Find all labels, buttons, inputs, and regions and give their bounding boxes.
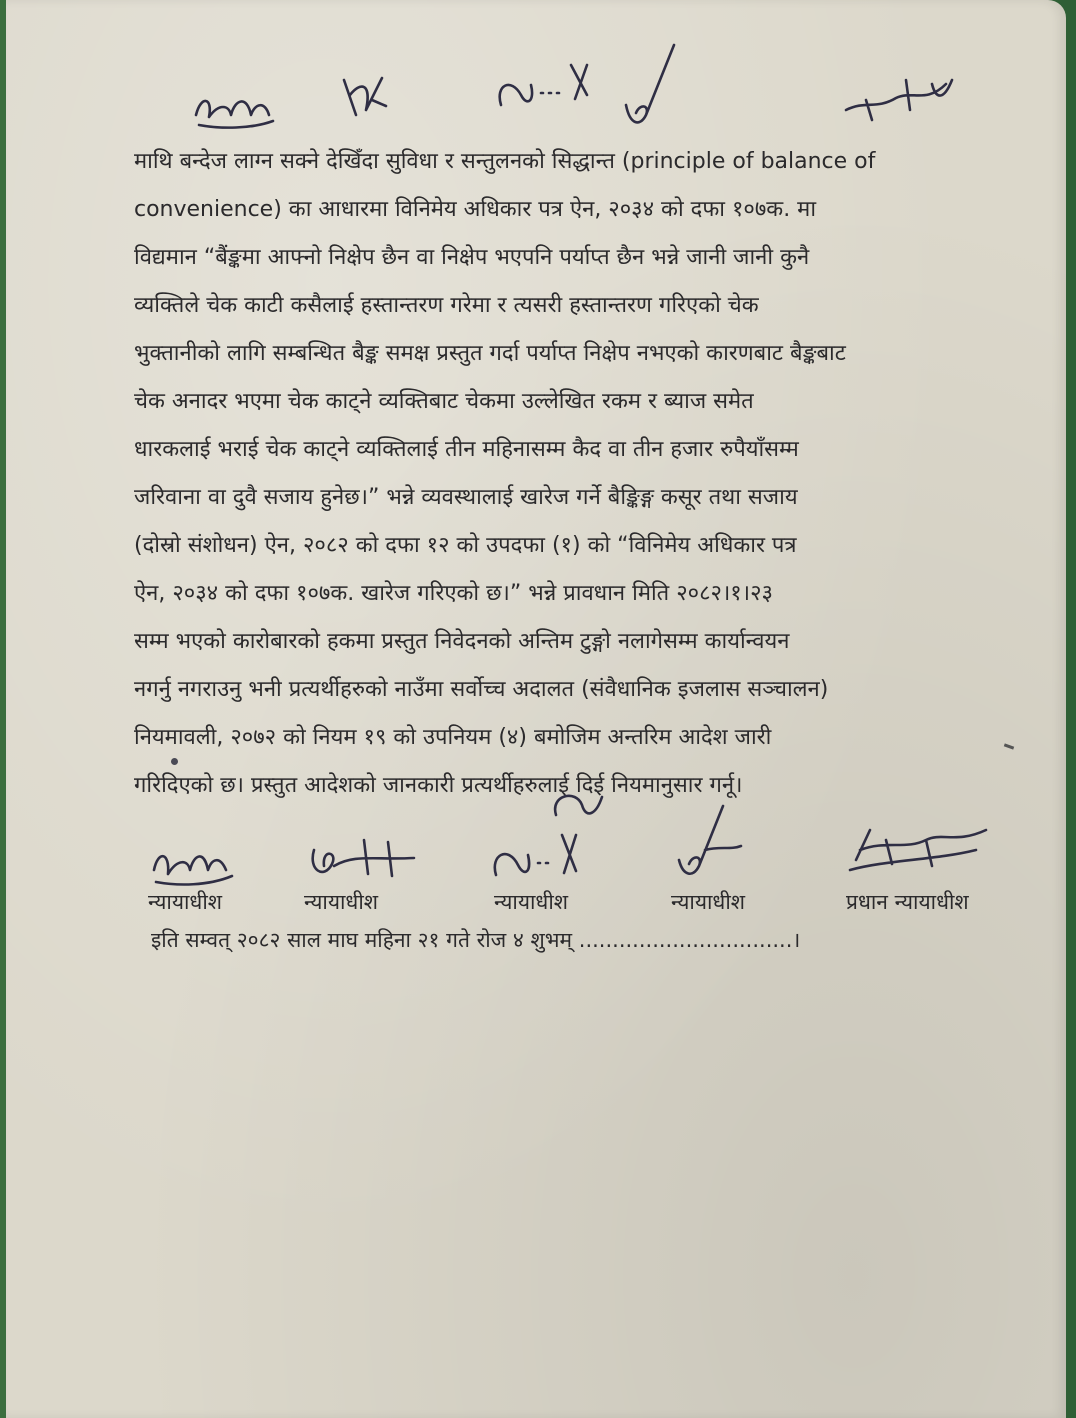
date-line: इति सम्वत् २०८२ साल माघ महिना २१ गते रोज ४ शुभम् ................................। <box>151 928 801 952</box>
text-line: convenience) का आधारमा विनिमेय अधिकार पत्र ऐन, २०३४ को दफा १०७क. मा <box>134 197 817 222</box>
text-line: भुक्तानीको लागि सम्बन्धित बैङ्क समक्ष प्रस्तुत गर्दा पर्याप्त निक्षेप नभएको कारणबाट बैङ्कबाट <box>134 341 846 366</box>
signature-row <box>126 830 1026 930</box>
text-line: सम्म भएको कारोबारको हकमा प्रस्तुत निवेदनको अन्तिम टुङ्गो नलागेसम्म कार्यान्वयन <box>134 629 790 654</box>
initial-signature-3 <box>491 55 611 125</box>
text-line: व्यक्तिले चेक काटी कसैलाई हस्तान्तरण गरेमा र त्यसरी हस्तान्तरण गरिएको चेक <box>134 293 759 318</box>
signature-label: न्यायाधीश <box>304 890 379 914</box>
signature-label: प्रधान न्यायाधीश <box>846 890 969 914</box>
text-line: (दोस्रो संशोधन) ऐन, २०८२ को दफा १२ को उपदफा (१) को “विनिमेय अधिकार पत्र <box>134 533 797 558</box>
text-line: ऐन, २०३४ को दफा १०७क. खारेज गरिएको छ।” भन्ने प्रावधान मिति २०८२।१।२३ <box>134 581 773 606</box>
signature-label: न्यायाधीश <box>148 890 223 914</box>
initial-signature-1 <box>191 85 281 135</box>
text-line: धारकलाई भराई चेक काट्ने व्यक्तिलाई तीन महिनासम्म कैद वा तीन हजार रुपैयाँसम्म <box>134 437 799 462</box>
text-line: विद्यमान “बैंङ्कमा आफ्नो निक्षेप छैन वा निक्षेप भएपनि पर्याप्त छैन भन्ने जानी जानी कुनै <box>134 245 810 270</box>
text-line: गरिदिएको छ। प्रस्तुत आदेशको जानकारी प्रत्यर्थीहरुलाई दिई नियमानुसार गर्नू। <box>134 773 743 798</box>
text-line: माथि बन्देज लाग्न सक्ने देखिँदा सुविधा र सन्तुलनको सिद्धान्त (principle of balance of <box>134 149 876 174</box>
ink-dot <box>171 758 178 765</box>
initial-signature-5 <box>836 70 966 130</box>
signature-3 <box>486 785 616 895</box>
signature-label: न्यायाधीश <box>494 890 569 914</box>
signature-4 <box>671 800 771 890</box>
text-line: नगर्नु नगराउनु भनी प्रत्यर्थीहरुको नाउँमा सर्वोच्च अदालत (संवैधानिक इजलास सञ्चालन) <box>134 677 829 702</box>
initial-signature-4 <box>616 35 686 135</box>
signature-label: न्यायाधीश <box>671 890 746 914</box>
text-line: नियमावली, २०७२ को नियम १९ को उपनियम (४) बमोजिम अन्तरिम आदेश जारी <box>134 725 772 750</box>
initial-signature-2 <box>336 70 396 130</box>
signature-1 <box>148 830 238 890</box>
signature-2 <box>304 830 424 890</box>
document-page <box>6 0 1066 1418</box>
text-line: चेक अनादर भएमा चेक काट्ने व्यक्तिबाट चेकमा उल्लेखित रकम र ब्याज समेत <box>134 389 754 414</box>
order-body-text <box>134 138 1014 810</box>
top-initials <box>6 0 1076 140</box>
text-line: जरिवाना वा दुवै सजाय हुनेछ।” भन्ने व्यवस्थालाई खारेज गर्ने बैङ्किङ्ग कसूर तथा सजाय <box>134 485 798 510</box>
signature-5 <box>846 820 996 890</box>
